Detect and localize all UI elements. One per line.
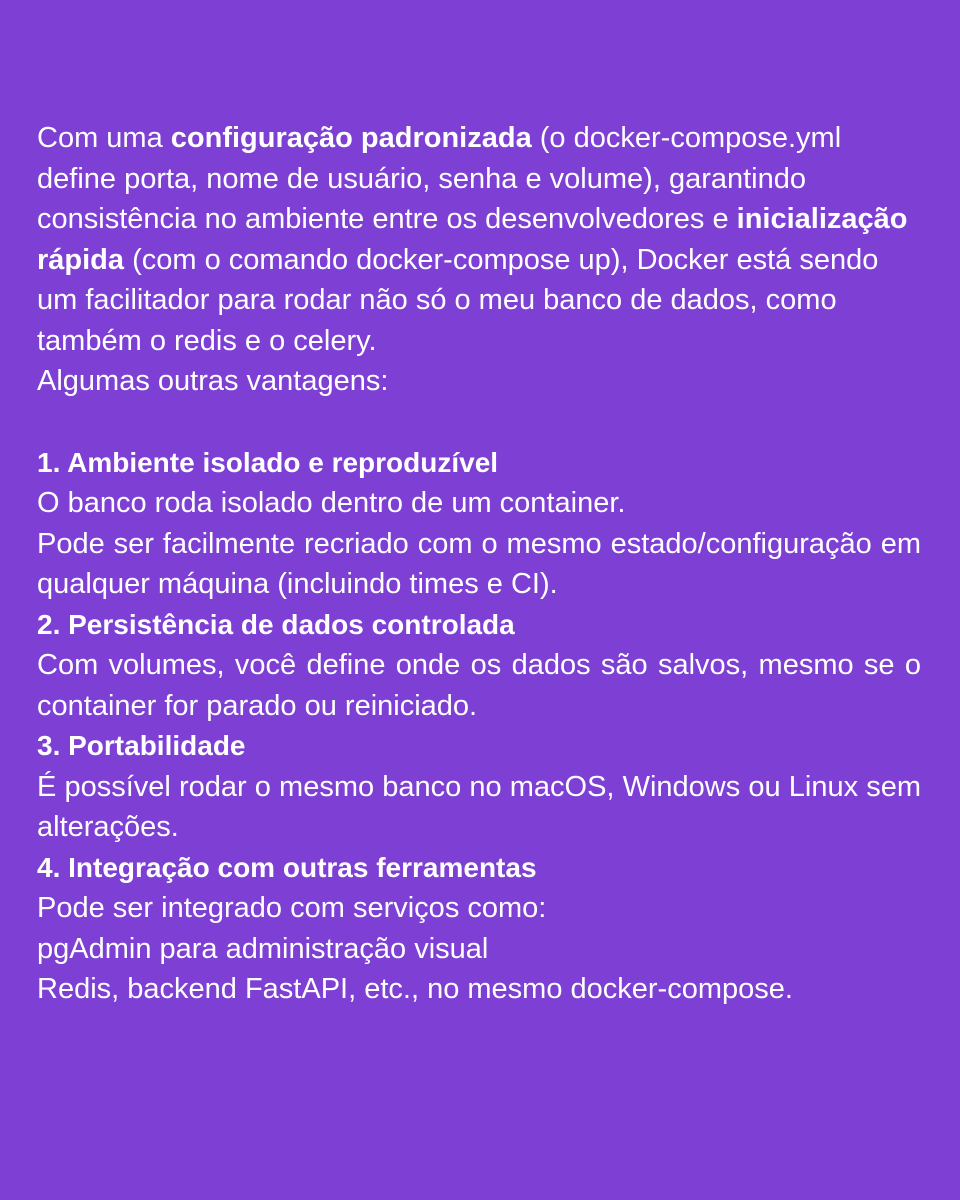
section-tool-integration (37, 848, 921, 1010)
section-title: 1. Ambiente isolado e reproduzível (37, 446, 499, 478)
section-line: Pode ser integrado com serviços como: (37, 892, 547, 924)
section-line: O banco roda isolado dentro de um container. (37, 487, 626, 519)
section-line: Redis, backend FastAPI, etc., no mesmo docker-compose. (37, 973, 793, 1005)
section-line: Pode ser facilmente recriado com o mesmo estado/configuração em qualquer máquina (incluindo times e CI). (37, 527, 921, 600)
intro-paragraph (37, 118, 921, 361)
intro-text-3: (com o comando docker-compose up), Docker está sendo um facilitador para rodar não só o meu banco de dados, como também o redis e o celery. (37, 243, 879, 357)
intro-bold-fast-init: inicialização rápida (37, 203, 908, 276)
section-title: 4. Integração com outras ferramentas (37, 851, 537, 883)
section-title: 2. Persistência de dados controlada (37, 608, 515, 640)
section-data-persistence (37, 605, 921, 727)
section-line: Com volumes, você define onde os dados são salvos, mesmo se o container for parado ou reiniciado. (37, 649, 921, 722)
advantages-heading: Algumas outras vantagens: (37, 365, 389, 397)
section-line: pgAdmin para administração visual (37, 932, 489, 965)
section-title: 3. Portabilidade (37, 730, 246, 761)
section-isolated-environment (37, 443, 921, 605)
intro-text-1: Com uma (37, 122, 171, 154)
section-portability (37, 726, 921, 848)
section-line: É possível rodar o mesmo banco no macOS, Windows ou Linux sem alterações. (37, 770, 921, 843)
intro-text-2: (o docker-compose.yml define porta, nome de usuário, senha e volume), garantindo consistência no ambiente entre os desenvolvedores e (37, 122, 842, 235)
intro-bold-standard-config: configuração padronizada (170, 122, 532, 154)
slide-content (37, 118, 921, 1010)
spacer (37, 402, 921, 443)
